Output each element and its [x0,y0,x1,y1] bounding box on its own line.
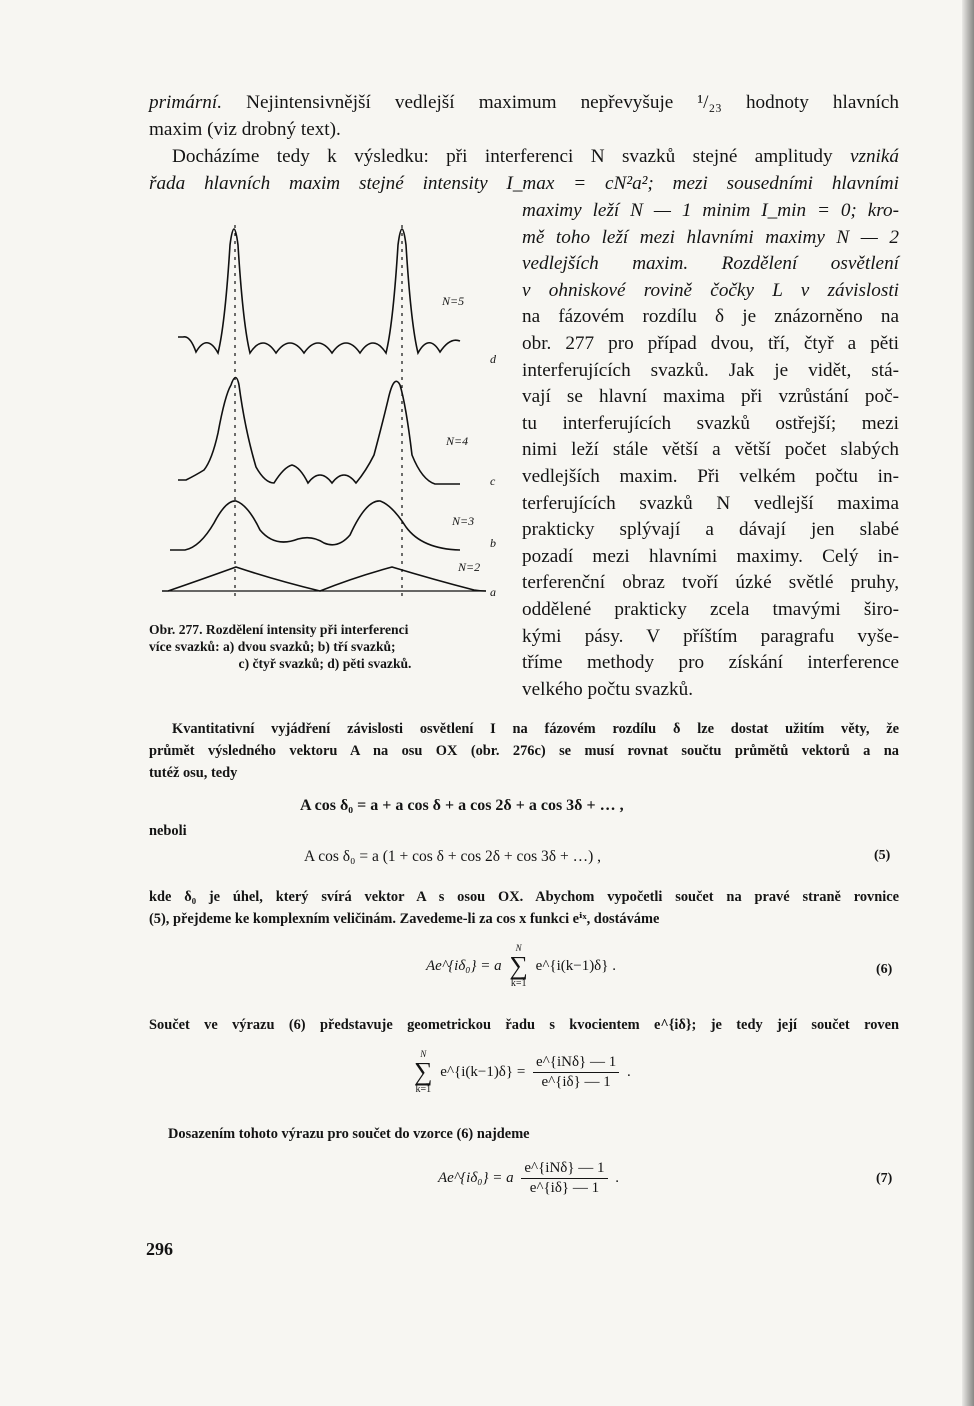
letter-a: a [490,585,496,599]
curve-n3 [170,501,460,550]
label-n5: N=5 [442,294,465,308]
small-p1-line2: průmět výsledného vektoru A na osu OX (obr. 276c) se musí rovnat součtu průmětů vektorů a na [149,743,899,759]
fraction-sum: $\frac{\text{e\textasciicircum{}\{iNδ\} — 1}}{e\^{}\{i\delta\} — 1}$ [533,1054,619,1091]
small-p1-line1: Kvantitativní vyjádření závislosti osvětlení I na fázovém rozdílu δ lze dostat užitím věty, že [172,721,899,737]
equation-5-number: (5) [874,848,891,863]
curve-n5 [178,229,460,353]
right-line: prakticky splývají a dávají jen slabé [522,519,899,541]
right-line: oddělené prakticky zcela tmavými širo- [522,599,899,620]
line-1: primární. Nejintensivnější vedlejší maximum nepřevyšuje ¹/₂₃ hodnoty hlavních [149,92,899,113]
right-line: terferenční obraz tvoří úzké světlé pruhy, [522,572,899,594]
label-n3: N=3 [452,514,475,528]
label-n2: N=2 [458,560,481,574]
right-line: nimi leží stále větší a větší počet slabých [522,439,899,461]
right-line: kými pásy. V příštím paragrafu vyše- [522,625,899,647]
line-4: řada hlavních maxim stejné intensity I_max = cN²a²; mezi sousedními hlavními [149,173,899,194]
page-number: 296 [146,1239,173,1259]
right-line: vedlejších maxim. Rozdělení osvětlení [522,253,899,275]
letter-b: b [490,536,496,550]
letter-d: d [490,352,496,366]
fraction-7: $\frac{\text{e\textasciicircum{}\{iNδ\} — 1}}{e\^{}\{i\delta\} — 1}$ [521,1160,607,1197]
scan-edge-shadow [962,0,974,1406]
right-line: vedlejších maxim. Při velkém počtu in- [522,466,899,487]
small-p2-line2: (5), přejdeme ke komplexním veličinám. Zavedeme-li za cos x funkci eⁱˣ, dostáváme [149,911,660,927]
equation-6-number: (6) [876,962,893,977]
right-line: na fázovém rozdílu δ je znázorněno na [522,306,899,328]
right-line: vají se hlavní maxima při vzrůstání poč- [522,386,899,408]
right-line: tu interferujících svazků ostřejší; mezi [522,412,899,434]
small-p2-line1: kde δ₀ je úhel, který svírá vektor A s osou OX. Abychom vypočetli součet na pravé straně rovnice [149,889,899,905]
equation-a: A cos δ₀ = a + a cos δ + a cos 2δ + a cos 3δ + … , [300,797,624,814]
letter-c: c [490,474,496,488]
small-p3: Součet ve výrazu (6) představuje geometrickou řadu s kvocientem e^{iδ}; je tedy její součet roven [149,1017,899,1033]
sum-symbol-6: N ∑ k=1 [509,943,528,989]
sum-symbol: N ∑ k=1 [414,1049,433,1095]
label-n4: N=4 [446,434,469,448]
italic-word: primární. [149,92,223,113]
figure-277 [160,205,510,615]
equation-7: Ae^{iδ₀} = a $\frac{\text{e\textasciicircum{}\{iNδ\} — 1}}{e\^{}\{i\delta\} — 1}$ . [438,1160,620,1196]
equation-5: A cos δ₀ = a (1 + cos δ + cos 2δ + cos 3δ + …) , [304,848,602,865]
neboli-word: neboli [149,823,187,839]
right-line: mě toho leží mezi hlavními maximy N — 2 [522,226,899,248]
equation-6: Ae^{iδ₀} = a N ∑ k=1 e^{i(k−1)δ} . [426,943,616,989]
right-line: terferujících svazků N vedlejší maxima [522,492,899,514]
figure-caption: Obr. 277. Rozdělení intensity při interferenci více svazků: a) dvou svazků; b) tří svazků; c) čtyř svazků; d) pěti svazků. [149,622,412,671]
small-p4: Dosazením tohoto výrazu pro součet do vzorce (6) najdeme [168,1126,530,1142]
right-line: interferujících svazků. Jak je vidět, stá- [522,359,899,381]
curve-n4 [178,378,460,485]
equation-sum: N ∑ k=1 e^{i(k−1)δ} = $\frac{\text{e\textasciicircum{}\{iNδ\} — 1}}{e\^{}\{i\delta\} — 1}$ . [414,1049,631,1095]
equation-7-number: (7) [876,1171,893,1186]
curve-n2 [162,567,486,591]
line-2: maxim (viz drobný text). [149,119,341,140]
right-line: tříme methody pro získání interference [522,652,899,674]
line-3: Docházíme tedy k výsledku: při interferenci N svazků stejné amplitudy vzniká [172,146,900,167]
right-line: obr. 277 pro případ dvou, tří, čtyř a pěti [522,333,899,354]
right-line: velkého počtu svazků. [522,678,694,700]
right-line: maximy leží N — 1 minim I_min = 0; kro- [522,200,899,221]
right-line: pozadí mezi hlavními maximy. Celý in- [522,545,899,567]
small-p1-line3: tutéž osu, tedy [149,765,238,781]
right-line: v ohniskové rovině čočky L v závislosti [522,279,899,301]
